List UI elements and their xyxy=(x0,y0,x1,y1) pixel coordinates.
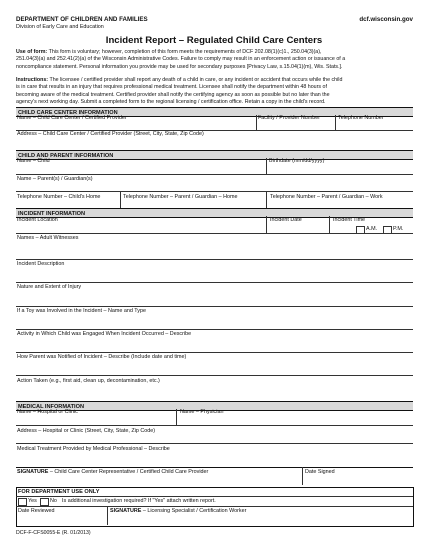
divider xyxy=(120,191,121,208)
medical-treatment-label: Medical Treatment Provided by Medical Professional – Describe xyxy=(17,446,170,452)
incident-date-label: Incident Date xyxy=(270,217,302,223)
no-label: No xyxy=(50,498,57,504)
use-of-form-line: This form is voluntary; however, completion of this form meets the requirements of DCF 202.08(1)(c)1., 250.04(3)(a), xyxy=(48,49,322,55)
incident-section-title: INCIDENT INFORMATION xyxy=(18,210,86,217)
parent-name-label: Name – Parent(s) / Guardian(s) xyxy=(17,176,93,182)
divider xyxy=(16,352,413,353)
use-of-form-label: Use of form: xyxy=(16,49,48,55)
date-signed-label: Date Signed xyxy=(305,469,335,475)
incident-time-label: Incident Time xyxy=(333,217,366,223)
divider xyxy=(266,158,267,174)
divider xyxy=(16,506,413,507)
center-phone-label: Telephone Number xyxy=(338,115,384,121)
toy-label: If a Toy was Involved in the Incident – Name and Type xyxy=(17,308,146,314)
hospital-name-label: Name – Hospital or Clinic xyxy=(17,409,78,415)
pm-label: P.M. xyxy=(393,226,404,232)
divider xyxy=(302,467,303,485)
divider xyxy=(16,329,413,330)
form-title: Incident Report – Regulated Child Care Centers xyxy=(105,35,323,46)
division-name: Division of Early Care and Education xyxy=(16,24,104,30)
child-home-phone-label: Telephone Number – Child's Home xyxy=(17,194,101,200)
incident-location-label: Incident Location xyxy=(17,217,58,223)
divider xyxy=(16,443,413,444)
am-label: A.M. xyxy=(366,226,378,232)
divider xyxy=(16,467,413,468)
instructions-label: Instructions: xyxy=(16,77,49,83)
department-name: DEPARTMENT OF CHILDREN AND FAMILIES xyxy=(16,16,148,23)
child-parent-section-header xyxy=(16,150,413,160)
no-checkbox[interactable] xyxy=(40,498,49,506)
signature-label-rest: – Child Care Center Representative / Certified Child Care Provider xyxy=(48,469,209,475)
form-number: DCF-F-CFS0055-E (R. 01/2013) xyxy=(16,530,91,536)
divider xyxy=(16,233,413,234)
birthdate-label: Birthdate (mm/dd/yyyy) xyxy=(269,158,325,164)
medical-section-title: MEDICAL INFORMATION xyxy=(18,403,84,410)
website-link[interactable]: dcf.wisconsin.gov xyxy=(359,16,413,23)
child-parent-section-title: CHILD AND PARENT INFORMATION xyxy=(18,152,114,159)
divider xyxy=(107,506,108,525)
instructions-paragraph xyxy=(16,77,416,106)
divider xyxy=(16,306,413,307)
instructions-line: becoming aware of the medical treatment. Certified provider shall notify the certifying agency as soon as possible but no later than the xyxy=(16,91,330,98)
date-reviewed-label: Date Reviewed xyxy=(18,508,55,514)
child-name-label: Name – Child xyxy=(17,158,50,164)
divider xyxy=(16,174,413,175)
investigation-question: Is additional investigation required? If "Yes" attach written report. xyxy=(62,498,216,504)
reviewer-signature-bold: SIGNATURE xyxy=(110,508,142,514)
facility-number-label: Facility / Provider Number xyxy=(258,115,321,121)
divider xyxy=(176,409,177,425)
hospital-address-label: Address – Hospital or Clinic (Street, City, State, Zip Code) xyxy=(17,428,156,434)
parent-home-phone-label: Telephone Number – Parent / Guardian – Home xyxy=(123,194,238,200)
parent-work-phone-label: Telephone Number – Parent / Guardian – Work xyxy=(270,194,383,200)
yes-label: Yes xyxy=(28,498,37,504)
incident-description-label: Incident Description xyxy=(17,261,65,267)
divider xyxy=(16,259,413,260)
reviewer-signature-rest: – Licensing Specialist / Certification Worker xyxy=(141,508,247,514)
use-of-form-line: 251.04(3)(a) and 252.41(2)(a) of the Wisconsin Administrative Codes. Failure to comply may result in an enforcement action or issuance of a xyxy=(16,56,346,63)
divider xyxy=(16,496,413,497)
divider xyxy=(266,216,267,233)
divider xyxy=(16,375,413,376)
divider xyxy=(335,115,336,130)
divider xyxy=(266,191,267,208)
signature-label xyxy=(17,470,208,475)
divider xyxy=(256,115,257,130)
signature-label-bold: SIGNATURE xyxy=(17,469,49,475)
department-use-title: FOR DEPARTMENT USE ONLY xyxy=(18,489,100,495)
use-of-form-line: noncompliance statement. Personal information you provide may be used for secondary purposes [Privacy Law, s.15.04(1)(m), Wis. Stats.]. xyxy=(16,63,343,70)
yes-checkbox[interactable] xyxy=(18,498,27,506)
activity-label: Activity in Which Child was Engaged When Incident Occurred – Describe xyxy=(17,331,192,337)
injury-label: Nature and Extent of Injury xyxy=(17,284,82,290)
action-taken-label: Action Taken (e.g., first aid, clean up, decontamination, etc.) xyxy=(17,378,160,384)
reviewer-signature-label xyxy=(110,509,246,514)
divider xyxy=(329,216,330,233)
divider xyxy=(16,191,413,192)
instructions-line: The licensee / certified provider shall report any death of a child in care, or any incident or accident that occurs while the child xyxy=(49,77,343,83)
instructions-line: agency's next working day. Submit a completed form to the regional licensing / certification office. Retain a copy in the child's record. xyxy=(16,98,326,105)
physician-name-label: Name – Physician xyxy=(180,409,224,415)
center-section-title: CHILD CARE CENTER INFORMATION xyxy=(18,109,118,116)
witnesses-label: Names – Adult Witnesses xyxy=(17,235,79,241)
divider xyxy=(16,282,413,283)
use-of-form-paragraph xyxy=(16,49,416,71)
center-address-label: Address – Child Care Center / Certified Provider (Street, City, State, Zip Code) xyxy=(17,131,204,137)
parent-notified-label: How Parent was Notified of Incident – Describe (Include date and time) xyxy=(17,354,187,360)
instructions-line: is in care that results in an injury that requires professional medical treatment. Licensee shall notify the department within 48 hours of xyxy=(16,84,327,91)
center-name-label: Name – Child Care Center / Certified Provider xyxy=(17,115,127,121)
divider xyxy=(16,425,413,426)
